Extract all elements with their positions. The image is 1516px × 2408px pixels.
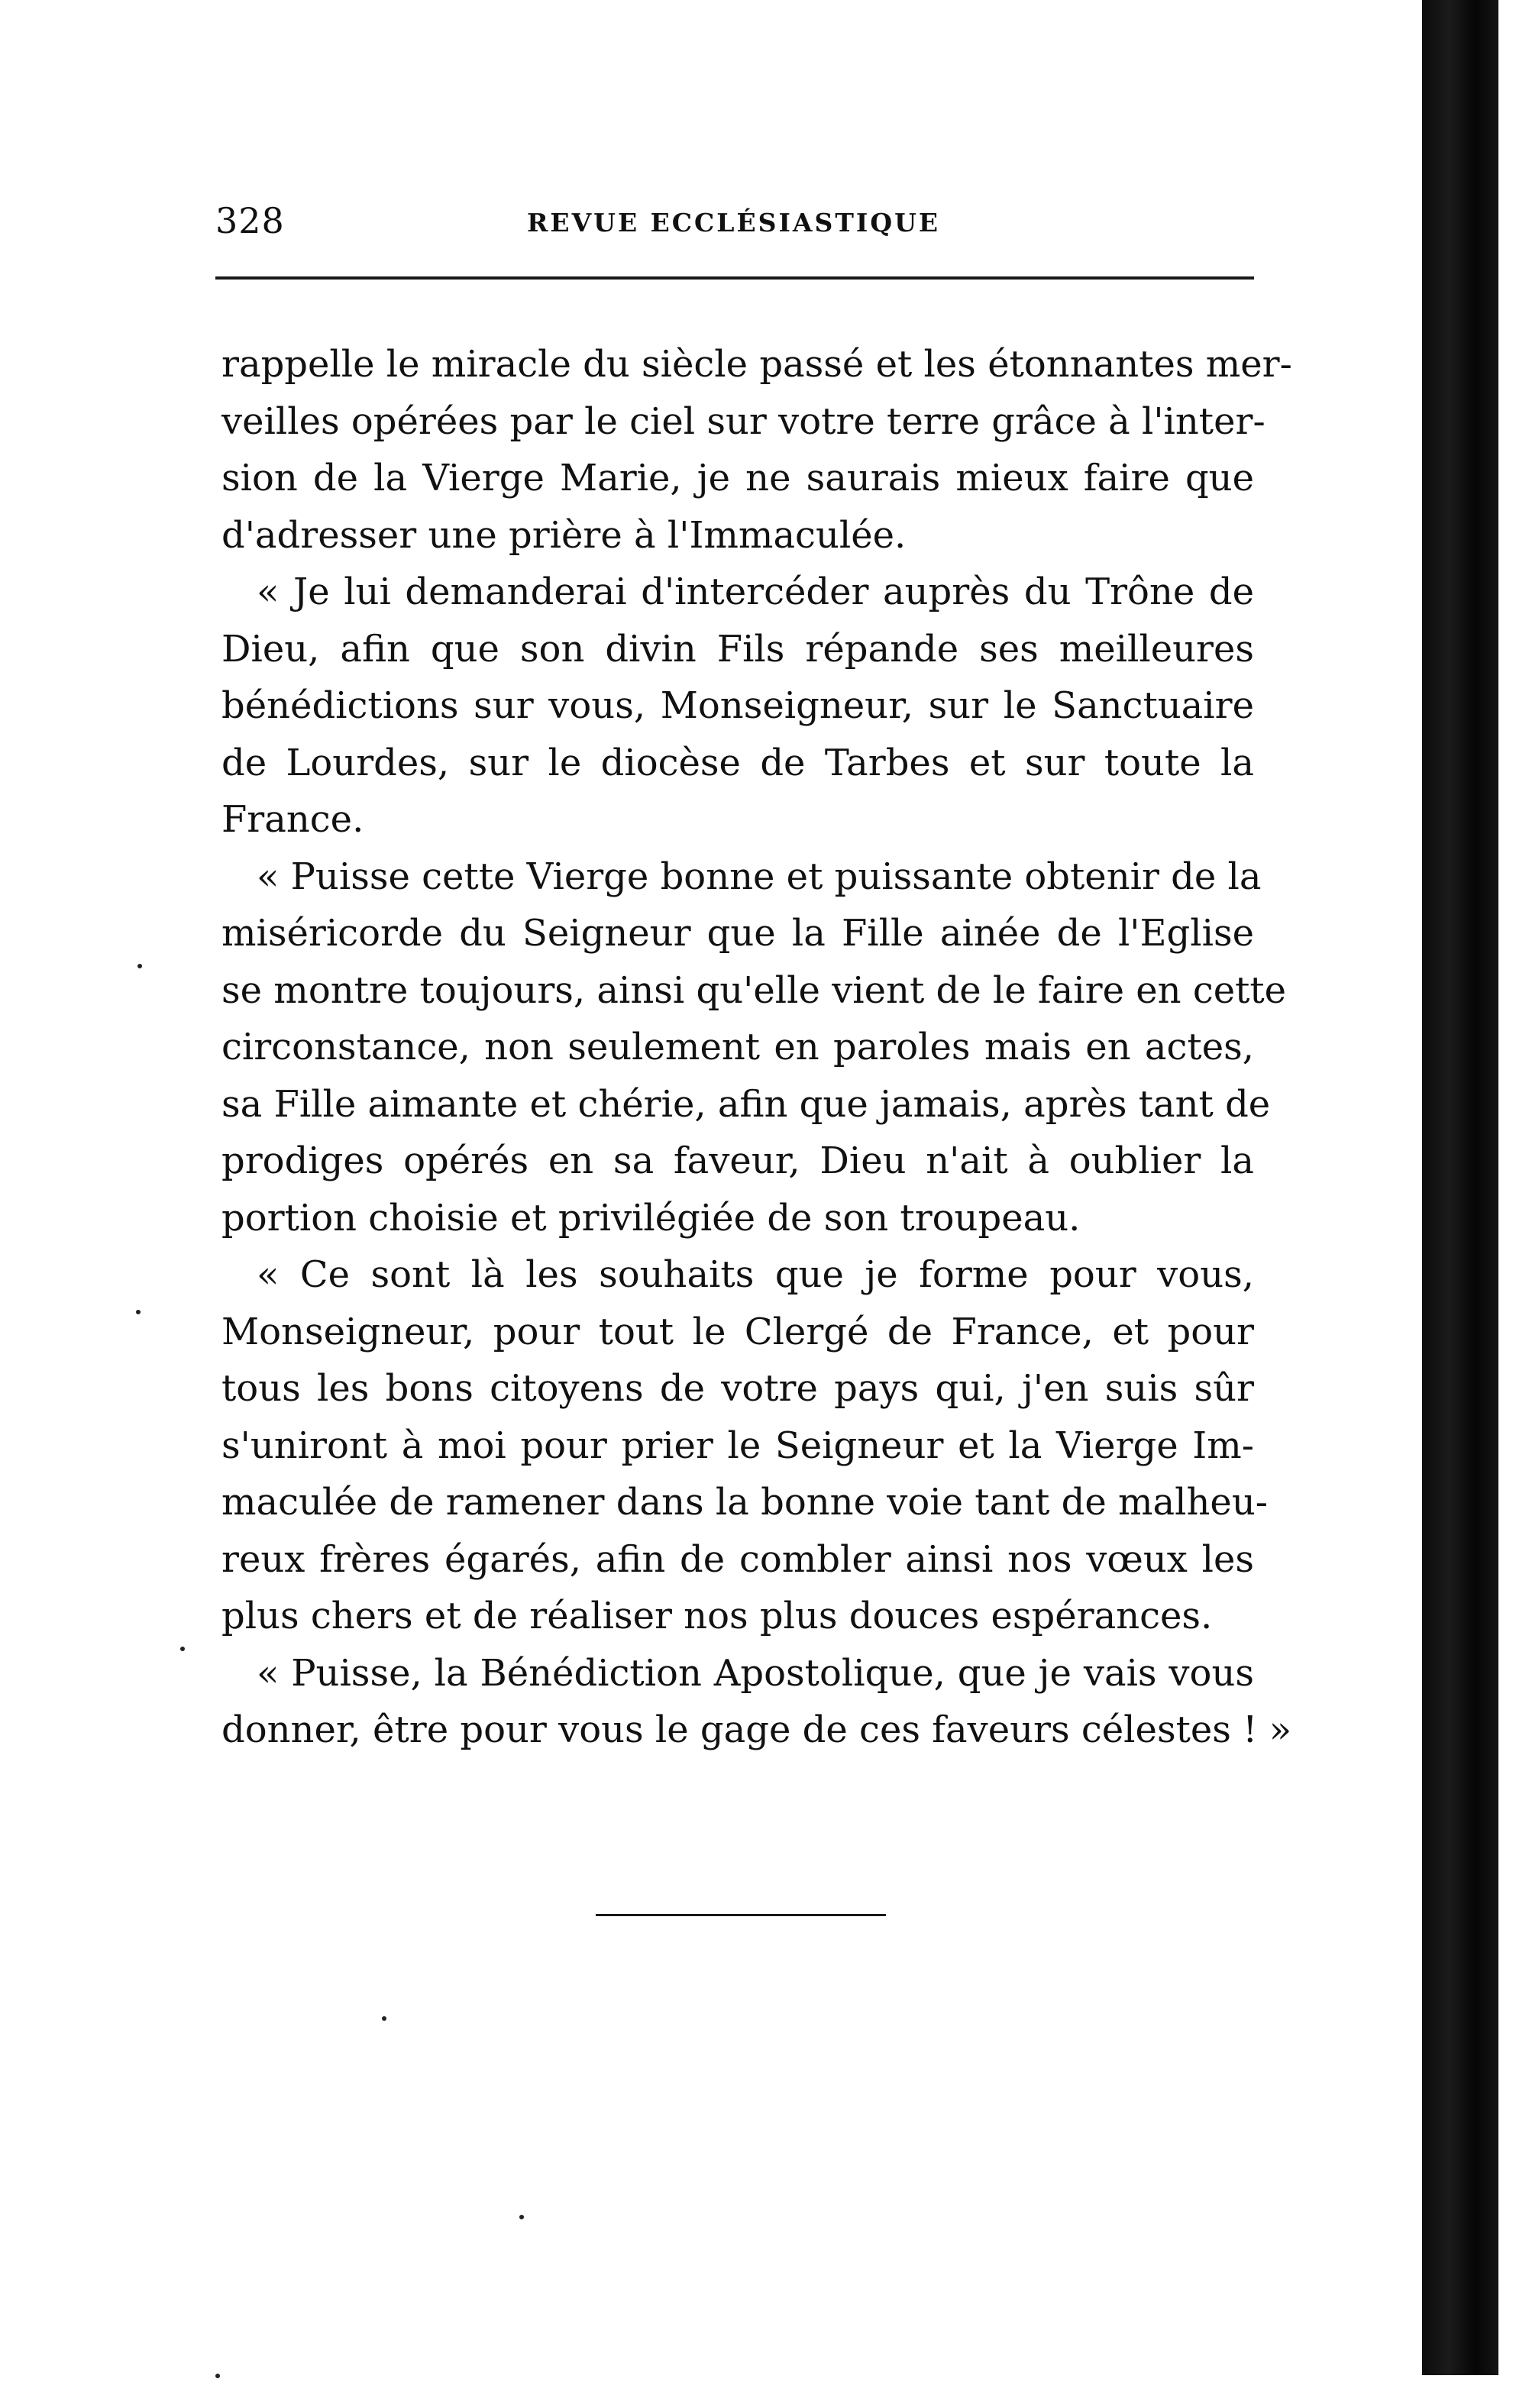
text-line: d'adresser une prière à l'Immaculée.	[221, 513, 907, 557]
text-line: de Lourdes, sur le diocèse de Tarbes et sur toute la	[221, 741, 1254, 784]
text-line: rappelle le miracle du siècle passé et les étonnantes mer-	[221, 343, 1292, 386]
text-line: s'uniront à moi pour prier le Seigneur et la Vierge Im-	[221, 1424, 1254, 1467]
scan-speck	[137, 964, 142, 968]
paragraph-2	[221, 564, 1254, 848]
text-line: bénédictions sur vous, Monseigneur, sur le Sanctuaire	[221, 684, 1254, 727]
text-line: prodiges opérés en sa faveur, Dieu n'ait à oublier la	[221, 1139, 1254, 1182]
running-head: REVUE ECCLÉSIASTIQUE	[527, 208, 941, 238]
paragraph-5	[221, 1645, 1292, 1759]
text-line: portion choisie et privilégiée de son troupeau.	[221, 1196, 1081, 1240]
text-line: « Je lui demanderai d'intercéder auprès du Trône de	[257, 570, 1254, 613]
scan-speck	[215, 2374, 220, 2378]
text-line: tous les bons citoyens de votre pays qui, j'en suis sûr	[221, 1367, 1254, 1410]
text-line: Monseigneur, pour tout le Clergé de France, et pour	[221, 1310, 1254, 1353]
text-line: France.	[221, 798, 364, 841]
text-line: « Puisse cette Vierge bonne et puissante obtenir de la	[257, 855, 1262, 898]
text-line: maculée de ramener dans la bonne voie tant de malheu-	[221, 1481, 1268, 1524]
body-text	[221, 336, 1292, 1759]
scan-speck	[382, 2016, 386, 2021]
text-line: « Puisse, la Bénédiction Apostolique, que je vais vous	[257, 1651, 1254, 1695]
text-line: sa Fille aimante et chérie, afin que jamais, après tant de	[221, 1082, 1271, 1126]
page-number: 328	[215, 200, 285, 241]
paragraph-3	[221, 848, 1287, 1247]
text-line: Dieu, afin que son divin Fils répande ses meilleures	[221, 627, 1254, 671]
header-rule	[215, 276, 1254, 280]
text-line: plus chers et de réaliser nos plus douces espérances.	[221, 1595, 1213, 1637]
text-line: reux frères égarés, afin de combler ainsi nos vœux les	[221, 1537, 1254, 1581]
text-line: sion de la Vierge Marie, je ne saurais mieux faire que	[221, 457, 1254, 499]
text-line: veilles opérées par le ciel sur votre terre grâce à l'inter-	[221, 399, 1265, 443]
paragraph-1	[221, 336, 1292, 564]
text-line: se montre toujours, ainsi qu'elle vient de le faire en cette	[221, 968, 1287, 1012]
text-line: miséricorde du Seigneur que la Fille ainée de l'Eglise	[221, 912, 1254, 955]
text-line: donner, être pour vous le gage de ces faveurs célestes ! »	[221, 1708, 1292, 1751]
scan-margin-bar	[1422, 0, 1498, 2375]
text-line: « Ce sont là les souhaits que je forme pour vous,	[257, 1253, 1254, 1296]
paragraph-4	[221, 1246, 1268, 1645]
end-rule	[596, 1914, 886, 1916]
text-line: circonstance, non seulement en paroles mais en actes,	[221, 1026, 1254, 1068]
scan-speck	[180, 1647, 185, 1651]
scan-speck	[519, 2215, 524, 2219]
scan-speck	[136, 1310, 141, 1314]
